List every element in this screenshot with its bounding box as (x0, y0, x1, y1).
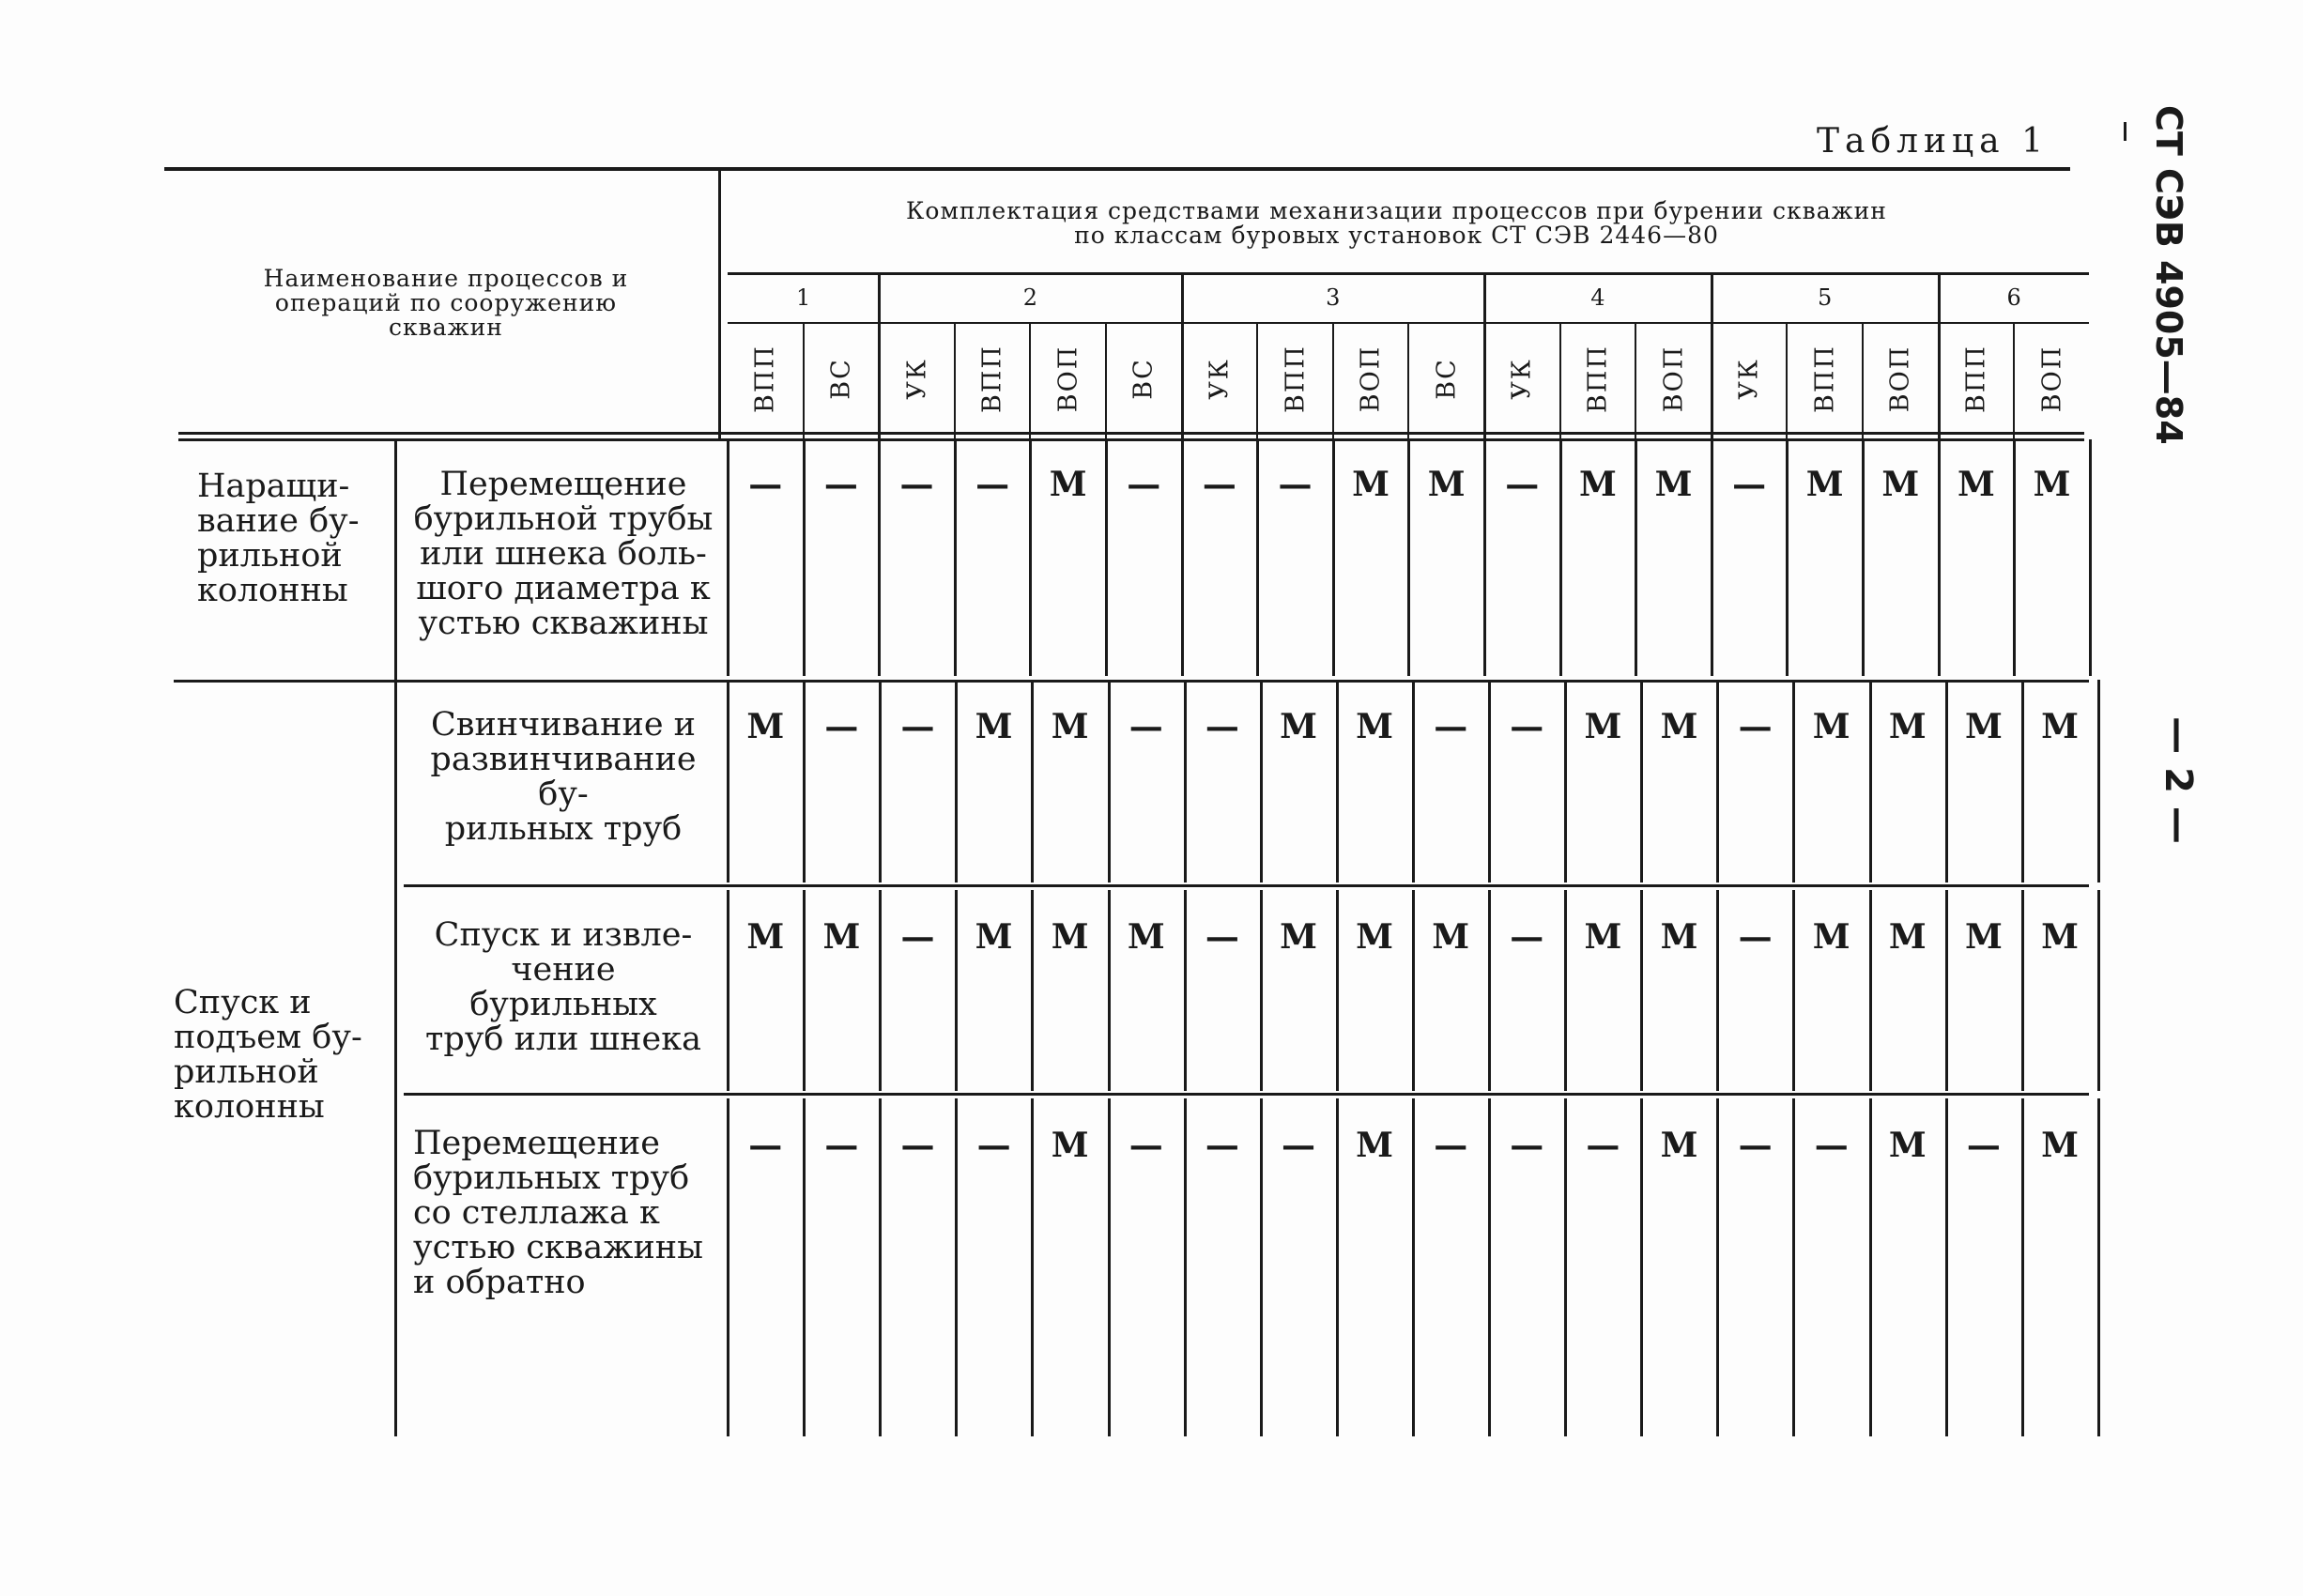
cell-divider (879, 890, 882, 1091)
cell-divider (1336, 890, 1339, 1091)
cell-divider (1260, 890, 1263, 1091)
cell-divider (954, 439, 957, 676)
row-divider (404, 884, 2089, 887)
class-divider (1711, 272, 1713, 441)
cell-divider (1332, 439, 1335, 676)
cell-mark: М (1051, 917, 1089, 957)
cell-mark: М (1957, 465, 1995, 504)
cell-divider (2097, 1098, 2100, 1436)
cell-mark: М (1356, 707, 1394, 746)
cell-mark: — (1510, 707, 1544, 746)
cell-divider (1945, 890, 1948, 1091)
cell-divider (1564, 680, 1567, 882)
sub-column-divider (2013, 324, 2015, 441)
sub-column-divider (1786, 324, 1788, 441)
cell-mark: — (1278, 465, 1313, 504)
header-class-rule (728, 272, 2089, 275)
cell-mark: М (1888, 707, 1927, 746)
class-number: 4 (1590, 284, 1605, 311)
sub-column-header: УК (1507, 358, 1537, 400)
margin-rule (2124, 122, 2126, 141)
class-divider (1181, 272, 1184, 441)
cell-divider (2097, 680, 2100, 882)
cell-mark: — (975, 465, 1010, 504)
operation-name: Свинчивание и развинчивание бу- рильных труб (430, 706, 697, 848)
cell-mark: — (1966, 1126, 2001, 1165)
cell-mark: М (1812, 917, 1850, 957)
cell-mark: — (1205, 707, 1239, 746)
sub-column-divider (954, 324, 956, 441)
cell-divider (1640, 890, 1643, 1091)
class-divider (1938, 272, 1941, 441)
cell-divider (955, 1098, 958, 1436)
cell-mark: — (1505, 465, 1540, 504)
cell-mark: М (1812, 707, 1850, 746)
sub-column-header: ВС (826, 358, 856, 400)
cell-mark: М (975, 707, 1013, 746)
cell-mark: — (748, 1126, 783, 1165)
cell-mark: — (1128, 1126, 1163, 1165)
cell-divider (1336, 1098, 1339, 1436)
cell-mark: — (900, 707, 935, 746)
group-divider (174, 680, 2089, 683)
cell-divider (727, 680, 729, 882)
cell-mark: М (746, 707, 785, 746)
sub-column-header: ВС (1128, 358, 1159, 400)
sub-column-header: ВПП (750, 345, 780, 413)
cell-divider (1108, 1098, 1111, 1436)
cell-mark: М (1356, 1126, 1394, 1165)
cell-divider (1716, 1098, 1719, 1436)
cell-mark: М (1584, 707, 1622, 746)
cell-mark: — (824, 1126, 859, 1165)
cell-mark: М (1432, 917, 1470, 957)
cell-mark: — (1586, 1126, 1620, 1165)
cell-mark: — (1205, 917, 1239, 957)
cell-divider (1786, 439, 1789, 676)
cell-mark: — (824, 707, 859, 746)
header-bottom-rule (178, 432, 2084, 435)
cell-mark: — (1738, 707, 1773, 746)
cell-mark: М (1427, 465, 1466, 504)
cell-divider (803, 439, 806, 676)
cell-divider (2013, 439, 2016, 676)
cell-mark: М (1660, 707, 1698, 746)
operation-name: Спуск и извле- чение бурильных труб или шнека (425, 916, 701, 1058)
table-caption: Таблица 1 (1817, 122, 2049, 161)
cell-divider (2021, 1098, 2024, 1436)
cell-mark: М (1127, 917, 1165, 957)
cell-divider (2021, 890, 2024, 1091)
cell-mark: — (1434, 1126, 1468, 1165)
cell-mark: М (1805, 465, 1844, 504)
cell-mark: М (1964, 917, 2003, 957)
cell-mark: — (900, 1126, 935, 1165)
cell-divider (878, 439, 881, 676)
cell-mark: — (748, 465, 783, 504)
cell-divider (1412, 680, 1415, 882)
standard-designation: СТ СЭВ 4905—84 (2148, 105, 2189, 445)
class-number: 2 (1022, 284, 1038, 311)
class-number: 3 (1326, 284, 1341, 311)
cell-mark: М (1280, 707, 1317, 746)
sub-column-header: ВПП (1961, 345, 1991, 413)
header-group-title: Комплектация средствами механизации процессов при бурении скважин по классам буровых установок СТ СЭВ 2446—80 (906, 197, 1887, 249)
cell-divider (955, 890, 958, 1091)
cell-divider (1256, 439, 1259, 676)
sub-column-divider (1332, 324, 1334, 441)
cell-divider (1184, 680, 1187, 882)
cell-mark: М (1888, 1126, 1927, 1165)
left-column-divider (394, 439, 397, 1436)
cell-mark: — (900, 917, 935, 957)
cell-mark: М (746, 917, 785, 957)
class-divider (878, 272, 881, 441)
cell-divider (727, 890, 729, 1091)
class-divider (1483, 272, 1486, 441)
cell-mark: М (1578, 465, 1617, 504)
cell-divider (1938, 439, 1941, 676)
cell-mark: — (1738, 1126, 1773, 1165)
cell-divider (1184, 1098, 1187, 1436)
cell-mark: М (1280, 917, 1317, 957)
cell-mark: М (1051, 707, 1089, 746)
cell-mark: — (823, 465, 858, 504)
cell-mark: — (1732, 465, 1767, 504)
sub-column-divider (1407, 324, 1409, 441)
class-number: 6 (2006, 284, 2021, 311)
cell-mark: — (1128, 707, 1163, 746)
cell-divider (1488, 680, 1491, 882)
group-name-1: Наращи- вание бу- рильной колонны (197, 468, 360, 609)
cell-mark: — (1814, 1126, 1849, 1165)
sub-column-header: УК (902, 358, 931, 400)
sub-column-header: УК (1205, 358, 1235, 400)
sub-column-header: ВПП (1583, 345, 1613, 413)
cell-divider (803, 890, 806, 1091)
sub-column-header: ВОП (1053, 345, 1083, 413)
cell-mark: М (2041, 1126, 2079, 1165)
cell-divider (1559, 439, 1562, 676)
cell-divider (1031, 1098, 1034, 1436)
class-number: 5 (1818, 284, 1833, 311)
cell-divider (955, 680, 958, 882)
cell-divider (1564, 890, 1567, 1091)
sub-column-header: УК (1734, 358, 1764, 400)
cell-divider (2097, 890, 2100, 1091)
cell-mark: М (2033, 465, 2071, 504)
sub-column-divider (1105, 324, 1107, 441)
cell-mark: — (1510, 1126, 1544, 1165)
cell-mark: — (1202, 465, 1236, 504)
cell-divider (727, 1098, 729, 1436)
sub-column-header: ВОП (1356, 345, 1386, 413)
cell-divider (1412, 890, 1415, 1091)
cell-divider (1862, 439, 1865, 676)
cell-mark: М (1660, 917, 1698, 957)
cell-mark: М (1660, 1126, 1698, 1165)
cell-divider (1031, 680, 1034, 882)
cell-mark: М (975, 917, 1013, 957)
cell-divider (1260, 1098, 1263, 1436)
cell-divider (1869, 1098, 1872, 1436)
cell-divider (1711, 439, 1713, 676)
cell-divider (1105, 439, 1108, 676)
cell-divider (1031, 890, 1034, 1091)
sub-column-header: ВПП (1810, 345, 1840, 413)
sub-column-header: ВОП (2037, 345, 2066, 413)
sub-column-header: ВПП (977, 345, 1007, 413)
cell-divider (1869, 890, 1872, 1091)
cell-divider (1260, 680, 1263, 882)
cell-divider (1336, 680, 1339, 882)
cell-divider (1716, 890, 1719, 1091)
cell-mark: — (976, 1126, 1011, 1165)
cell-divider (1108, 890, 1111, 1091)
sub-column-divider (1256, 324, 1258, 441)
cell-divider (879, 680, 882, 882)
cell-divider (1488, 890, 1491, 1091)
cell-divider (1869, 680, 1872, 882)
cell-divider (1945, 1098, 1948, 1436)
cell-mark: М (1356, 917, 1394, 957)
cell-divider (1792, 680, 1795, 882)
cell-divider (1412, 1098, 1415, 1436)
cell-divider (1483, 439, 1486, 676)
cell-mark: М (1051, 1126, 1089, 1165)
cell-mark: М (1584, 917, 1622, 957)
cell-mark: М (822, 917, 861, 957)
cell-divider (1108, 680, 1111, 882)
cell-mark: — (1205, 1126, 1239, 1165)
cell-divider (1181, 439, 1184, 676)
cell-divider (1792, 1098, 1795, 1436)
cell-mark: — (1510, 917, 1544, 957)
cell-divider (1635, 439, 1637, 676)
sub-column-header: ВОП (1659, 345, 1688, 413)
header-name-column: Наименование процессов и операций по сооружению скважин (263, 265, 629, 341)
header-divider (718, 169, 721, 441)
cell-divider (2089, 439, 2092, 676)
table-top-rule (164, 167, 2070, 171)
sub-column-divider (1862, 324, 1864, 441)
sub-column-divider (1029, 324, 1031, 441)
cell-divider (1945, 680, 1948, 882)
cell-mark: М (1964, 707, 2003, 746)
cell-divider (879, 1098, 882, 1436)
sub-column-divider (803, 324, 805, 441)
cell-divider (1488, 1098, 1491, 1436)
cell-divider (1792, 890, 1795, 1091)
cell-mark: — (899, 465, 934, 504)
cell-divider (1716, 680, 1719, 882)
page-number: — 2 — (2157, 716, 2200, 844)
cell-mark: М (2041, 917, 2079, 957)
cell-divider (1640, 680, 1643, 882)
cell-divider (803, 680, 806, 882)
cell-divider (2021, 680, 2024, 882)
cell-divider (1407, 439, 1410, 676)
cell-divider (727, 439, 729, 676)
cell-mark: М (1881, 465, 1920, 504)
cell-mark: — (1738, 917, 1773, 957)
header-bottom-rule-2 (178, 438, 2084, 441)
cell-mark: — (1434, 707, 1468, 746)
cell-mark: М (1888, 917, 1927, 957)
row-divider (404, 1093, 2089, 1096)
cell-divider (803, 1098, 806, 1436)
sub-column-header: ВС (1432, 358, 1462, 400)
cell-mark: М (1654, 465, 1693, 504)
sub-column-header: ВОП (1885, 345, 1915, 413)
sub-column-divider (1559, 324, 1561, 441)
cell-mark: — (1127, 465, 1161, 504)
operation-name: Перемещение бурильной трубы или шнека боль- шого диаметра к устью скважины (413, 466, 714, 642)
cell-mark: М (1049, 465, 1087, 504)
group-name-2: Спуск и подъем бу- рильной колонны (174, 984, 362, 1126)
class-number: 1 (795, 284, 811, 311)
sub-column-divider (1635, 324, 1636, 441)
cell-divider (1640, 1098, 1643, 1436)
cell-mark: М (1352, 465, 1390, 504)
operation-name: Перемещение бурильных труб со стеллажа к устью скважины и обратно (413, 1125, 703, 1301)
cell-mark: — (1282, 1126, 1315, 1165)
cell-divider (1564, 1098, 1567, 1436)
cell-mark: М (2041, 707, 2079, 746)
sub-column-header: ВПП (1281, 345, 1310, 413)
cell-divider (1184, 890, 1187, 1091)
cell-divider (1029, 439, 1032, 676)
